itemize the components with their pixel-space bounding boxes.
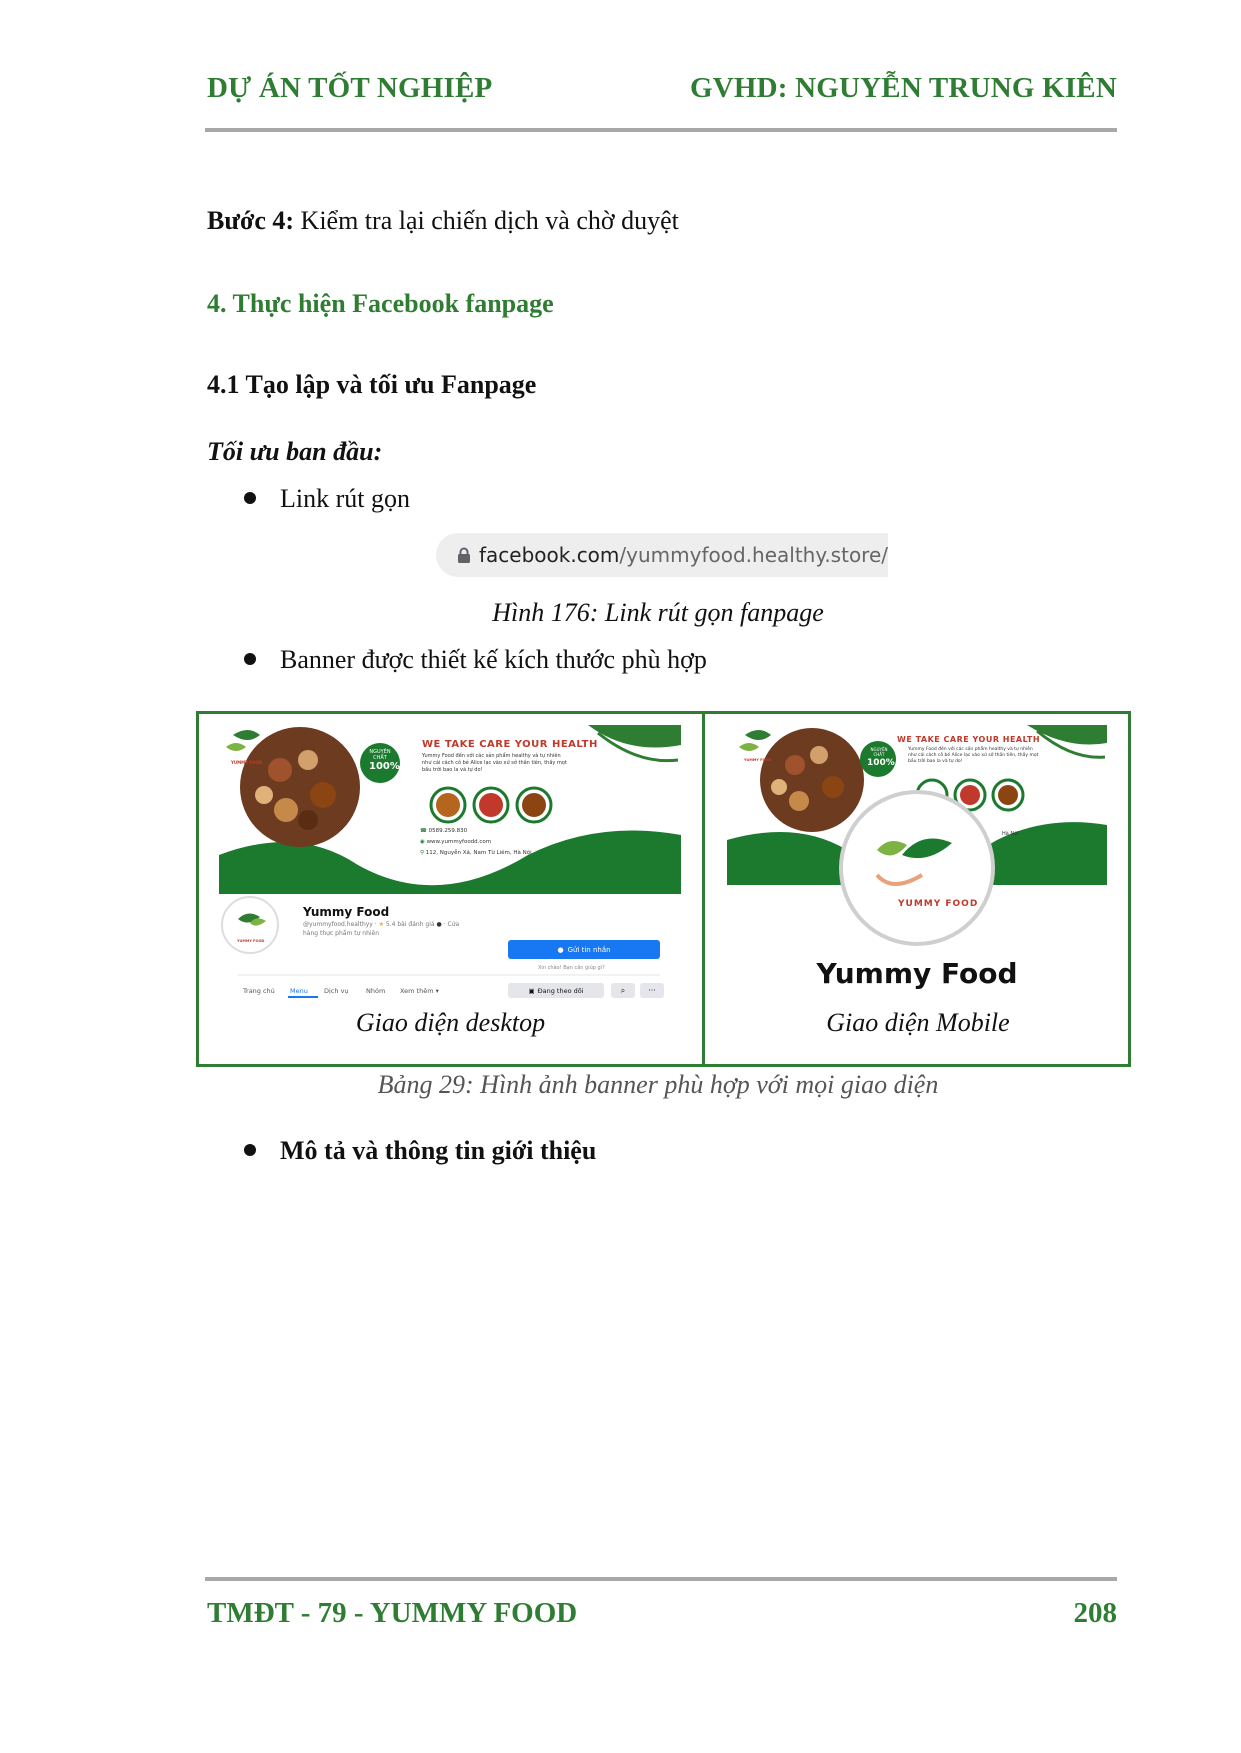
page-category-suffix: · Cửa <box>443 921 460 928</box>
header-advisor: GVHD: NGUYỄN TRUNG KIÊN <box>689 72 1117 104</box>
banner-website <box>420 838 491 846</box>
header-divider <box>205 128 1117 132</box>
badge-value: 100% <box>369 761 400 772</box>
tab-services[interactable]: Dịch vụ <box>324 987 349 995</box>
step-label: Bước 4: <box>207 206 295 235</box>
bullet-text: Banner được thiết kế kích thước phù hợp <box>280 645 707 674</box>
page-number: 208 <box>1073 1597 1117 1629</box>
mobile-badge-value: 100% <box>867 758 895 768</box>
mobile-banner-headline: WE TAKE CARE YOUR HEALTH <box>897 735 1041 744</box>
following-icon: ▣ <box>528 986 535 995</box>
banner-headline: WE TAKE CARE YOUR HEALTH <box>422 739 598 750</box>
lock-icon <box>450 547 479 564</box>
messenger-icon: ● <box>557 945 564 954</box>
section-heading: 4. Thực hiện Facebook fanpage <box>207 289 554 318</box>
badge-line2: CHẤT <box>373 755 387 761</box>
bullet-item <box>244 1136 596 1166</box>
location-pin-icon: ⚲ <box>420 850 425 856</box>
info-icon: ● <box>436 921 442 928</box>
banner-phone <box>420 827 467 835</box>
help-text: Xin chào! Bạn cần giúp gì? <box>538 965 605 971</box>
page-category: hàng thực phẩm tự nhiên <box>303 930 380 937</box>
mobile-caption: Giao diện Mobile <box>826 1008 1010 1037</box>
intro-line: Yummy Food đến với các sản phẩm healthy và tự nhiên <box>422 753 561 759</box>
url-bar <box>436 533 888 577</box>
banner-intro <box>422 753 592 774</box>
badge-line1: NGUYÊN <box>870 747 888 752</box>
profile-logo-text: YUMMY FOOD <box>237 939 265 943</box>
website-text: www.yummyfoodd.com <box>426 839 492 845</box>
following-button[interactable] <box>508 983 604 998</box>
mobile-banner-intro <box>908 747 1048 765</box>
send-message-label: Gửi tin nhắn <box>567 945 611 954</box>
mobile-page-name: Yummy Food <box>816 957 1018 990</box>
banner-table <box>196 711 1131 1067</box>
intro-line: bầu trời bao la và tự do! <box>908 759 963 764</box>
tab-groups[interactable]: Nhóm <box>366 987 386 995</box>
address-text: 112, Nguyễn Xá, Nam Từ Liêm, Hà Nội <box>425 850 532 856</box>
desktop-page-meta: @yummyfood.healthyy · ★ 5.4 bài đánh giá ● · Cửa <box>303 921 460 928</box>
page-rating: 5.4 bài đánh giá <box>385 921 435 928</box>
table-caption: Bảng 29: Hình ảnh banner phù hợp với mọi giao diện <box>377 1070 939 1099</box>
url-domain: facebook.com <box>478 543 620 567</box>
step-text: Kiểm tra lại chiến dịch và chờ duyệt <box>294 206 679 235</box>
bullet-dot-icon <box>244 653 256 665</box>
bullet-item <box>244 484 410 514</box>
badge-line1: NGUYÊN <box>369 749 391 755</box>
footer-divider <box>205 1577 1117 1581</box>
desktop-page-name: Yummy Food <box>303 905 390 919</box>
intro-line: như cái cách cô bé Alice lạc vào xứ sở thần tiên, thấy mọt <box>422 760 567 766</box>
intro-line: bầu trời bao la và tự do! <box>422 767 483 773</box>
intro-line: Yummy Food đến với các sản phẩm healthy và tự nhiên <box>908 747 1033 752</box>
mobile-screenshot <box>727 725 1107 998</box>
tab-more[interactable]: Xem thêm ▾ <box>400 987 439 995</box>
send-message-button[interactable] <box>508 940 660 959</box>
bullet-text: Mô tả và thông tin giới thiệu <box>280 1136 597 1165</box>
mobile-badge-label <box>867 747 891 757</box>
mobile-banner-city: Hà Nội <box>1002 831 1019 837</box>
desktop-screenshot <box>208 725 690 998</box>
globe-icon: ◉ <box>420 839 425 845</box>
figure-caption: Hình 176: Link rút gọn fanpage <box>492 598 824 627</box>
star-icon: ★ <box>378 921 384 928</box>
bullet-item <box>244 645 707 675</box>
url-path: /yummyfood.healthy.store/ <box>619 543 888 567</box>
page-handle: @yummyfood.healthyy <box>303 921 373 928</box>
following-label: Đang theo dõi <box>537 986 584 995</box>
subsection-heading: 4.1 Tạo lập và tối ưu Fanpage <box>207 370 537 399</box>
bullet-text: Link rút gọn <box>280 484 410 513</box>
tab-menu[interactable]: Menu <box>290 987 308 995</box>
phone-icon: ☎ <box>420 828 427 834</box>
desktop-caption: Giao diện desktop <box>355 1008 546 1037</box>
footer-project: TMĐT - 79 - YUMMY FOOD <box>207 1597 578 1629</box>
bullet-dot-icon <box>244 492 256 504</box>
bullet-dot-icon <box>244 1144 256 1156</box>
phone-text: 0589.259.830 <box>428 828 468 834</box>
search-icon: ⌕ <box>620 985 626 995</box>
search-button[interactable] <box>611 983 635 998</box>
badge-line2: CHẤT <box>873 752 885 757</box>
mobile-banner-logo-text: YUMMY FOOD <box>744 758 772 762</box>
badge-label <box>367 749 393 761</box>
ellipsis-icon: ··· <box>648 986 656 995</box>
mobile-profile-logo-text: YUMMY FOOD <box>898 899 979 909</box>
banner-address <box>420 849 532 857</box>
tab-home[interactable]: Trang chủ <box>243 987 275 995</box>
italic-heading: Tối ưu ban đầu: <box>207 437 383 466</box>
intro-line: như cái cách cô bé Alice lạc vào xứ sở thần tiên, thấy mọt <box>908 753 1039 758</box>
more-options-button[interactable] <box>640 983 664 998</box>
banner-logo-text: YUMMY FOOD <box>231 760 263 765</box>
header-project-title: DỰ ÁN TỐT NGHIỆP <box>207 72 493 104</box>
step-4-paragraph <box>207 206 679 236</box>
